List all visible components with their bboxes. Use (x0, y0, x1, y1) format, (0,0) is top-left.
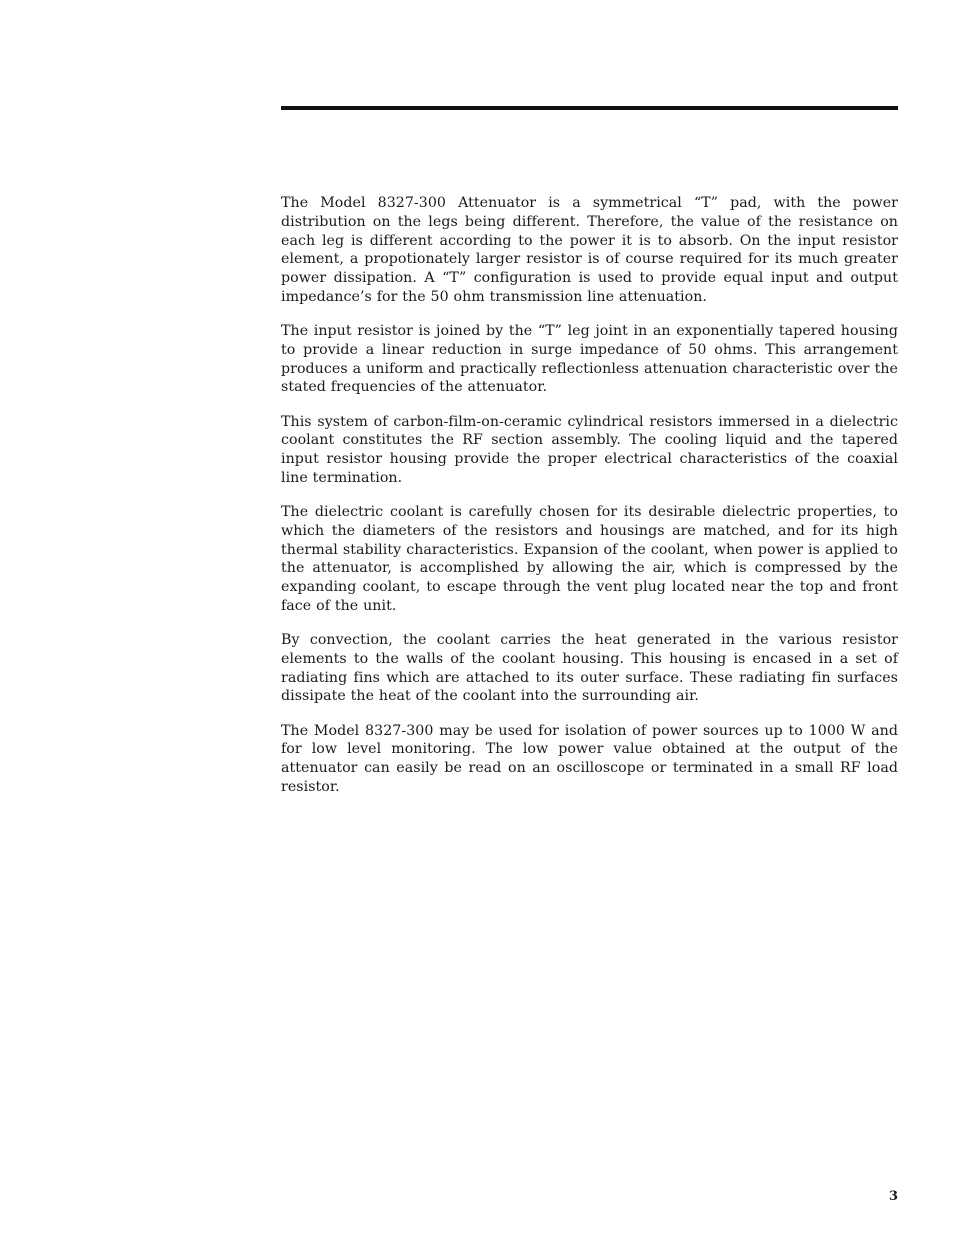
paragraph-dielectric-coolant: The dielectric coolant is carefully chosen for its desirable dielectric properties, to which the diameters of the resistors and housings are matched, and for its high thermal stability characteristics. Expansion of the coolant, when power is applied to the attenuator, is accomplished by allowing the air, which is compressed by the expanding coolant, to escape through the vent plug located near the top and front face of the unit. (281, 504, 898, 614)
header-rule (281, 106, 898, 110)
body-text (281, 194, 898, 812)
paragraph-convection: By convection, the coolant carries the heat generated in the various resistor elements to the walls of the coolant housing. This housing is encased in a set of radiating fins which are attached to its outer surface. These radiating fin surfaces dissipate the heat of the coolant into the surrounding air. (281, 632, 898, 705)
paragraph-rf-section: This system of carbon-film-on-ceramic cylindrical resistors immersed in a dielectric coolant constitutes the RF section assembly. The cooling liquid and the tapered input resistor housing provide the proper electrical characteristics of the coaxial line termination. (281, 413, 898, 486)
paragraph-input-resistor: The input resistor is joined by the “T” leg joint in an exponentially tapered housing to provide a linear reduction in surge impedance of 50 ohms. This arrangement produces a uniform and practically reflectionless attenuation characteristic over the stated frequencies of the attenuator. (281, 323, 898, 396)
paragraph-applications: The Model 8327-300 may be used for isolation of power sources up to 1000 W and for low level monitoring. The low power value obtained at the output of the attenuator can easily be read on an oscilloscope or terminated in a small RF load resistor. (281, 722, 898, 795)
page-number: 3 (888, 1189, 898, 1204)
paragraph-t-pad-description: The Model 8327-300 Attenuator is a symmetrical “T” pad, with the power distribution on the legs being different. Therefore, the value of the resistance on each leg is different according to the power it is to absorb. On the input resistor element, a propotionately larger resistor is of course required for its much greater power dissipation. A “T” configuration is used to provide equal input and output impedance’s for the 50 ohm transmission line attenuation. (281, 195, 898, 305)
